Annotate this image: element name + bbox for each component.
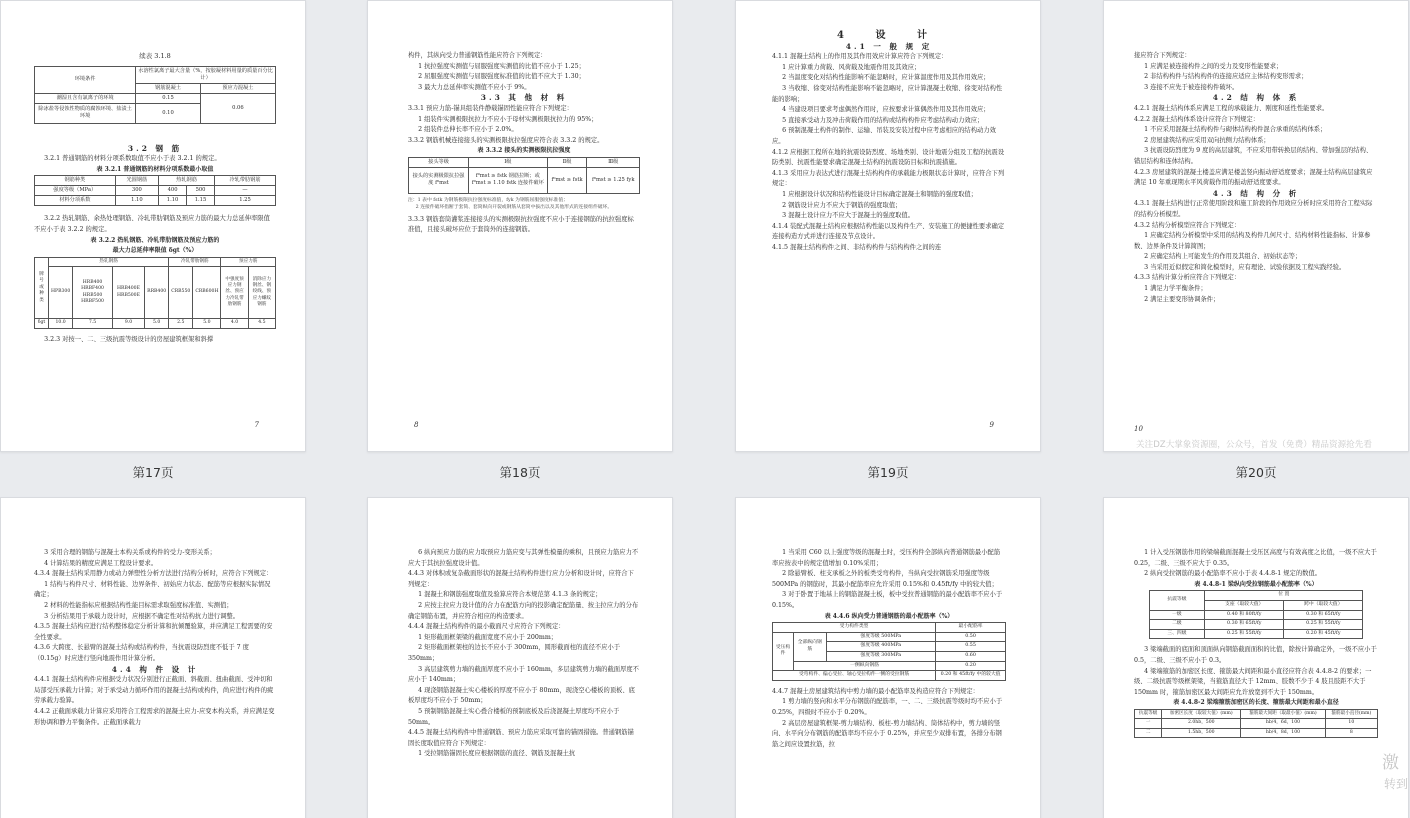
page-thumbnail-19[interactable] (735, 0, 1041, 452)
table-header: 水溶性氯离子最大含量（%，按胶凝材料用量的质量百分比计） (136, 66, 276, 83)
table-header: 钢筋种类 (35, 176, 116, 186)
table-cell: 0.25 和 55ft/fy (1205, 629, 1284, 639)
list-item: 6 预制混凝土构件的制作、运输、吊装及安装过程中应考虑相应的结构动力效应。 (772, 127, 996, 145)
table-continuation-caption: 续表 3.1.8 (139, 52, 171, 60)
table-cell: 0.20 和 45ft/fy (1284, 629, 1363, 639)
paragraph: 4.3.4 混凝土结构采用静力或动力弹塑性分析方法进行结构分析时，应符合下列规定： (34, 570, 273, 578)
list-item: 1 应满足被连接构件之间的受力及变形性能要求； (1144, 62, 1283, 70)
table-cell: 全部纵向钢筋 (793, 632, 826, 661)
table-cell: 材料分项系数 (35, 196, 116, 206)
table-cell: hb/4，8d，100 (1241, 728, 1325, 737)
table-cell: HRB400E HRB500E (112, 267, 144, 319)
page-number: 9 (989, 421, 994, 429)
table-header: 位 置 (1205, 591, 1363, 601)
section-title: 4.1 一 般 规 定 (845, 41, 933, 51)
table-header: 光圆钢筋 (115, 176, 158, 186)
elongation-table (34, 257, 276, 329)
list-item: 2 材料的性能指标应根据结构性能目标需求取强度标准值、实测值； (44, 601, 233, 609)
table-header: 冷轧带肋钢筋 (214, 176, 275, 186)
table-caption: 表 4.4.6 纵向受力普通钢筋的最小配筋率（%） (824, 612, 954, 620)
list-item: 1 满足力学平衡条件； (1144, 285, 1207, 293)
page-content (772, 548, 1006, 750)
table-cell: 9.0 (112, 319, 144, 328)
table-cell: 2.5 (169, 319, 193, 328)
list-item: 5 直接承受动力及冲击荷载作用的结构或结构构件应考虑结构动力效应； (782, 116, 984, 124)
table-cell: CRB600H (193, 267, 221, 319)
table-cell: 400 (159, 186, 187, 196)
list-item: 4 当建设项目要求考虑偶然作用时，应按要求计算偶然作用及其作用效应； (782, 106, 990, 114)
table-cell: 二 (1135, 728, 1162, 737)
list-item: 1 混凝土和钢筋强度取值及验算应符合本规范第 4.1.3 条的规定； (418, 591, 602, 599)
splice-strength-table (408, 157, 640, 194)
table-cell: δgt (35, 319, 49, 328)
paragraph: 4.1.1 混凝土结构上的作用及其作用效应计算应符合下列规定： (772, 53, 948, 61)
table-cell: 受弯构件、偏心受拉、轴心受拉构件一侧的受拉钢筋 (773, 671, 936, 681)
list-item: 3 当收缩、徐变对结构性能影响不能忽略时，应计算混凝土收缩、徐变对结构性能的影响； (772, 84, 1003, 103)
list-item: 3 最大力总延伸率实测值不应小于 9%。 (418, 83, 531, 91)
page-label-19[interactable]: 第19页 (867, 465, 909, 480)
page-thumbnail-17[interactable] (0, 0, 306, 452)
table-cell: 4.0 (221, 319, 248, 328)
table-cell: 8 (1325, 728, 1377, 737)
table-header: 支座（取较大值） (1205, 600, 1284, 610)
list-item: 4 计算结果的精度应满足工程设计要求。 (44, 559, 158, 567)
table-cell: 接头的实测极限抗拉强度 f⁰mst (409, 167, 469, 193)
list-item: 1 应计算重力荷载、风荷载及地震作用及其效应； (782, 63, 921, 71)
table-header: 接头等级 (409, 157, 469, 167)
table-cell: — (214, 186, 275, 196)
paragraph: 4.2.2 混凝土结构体系设计应符合下列规定： (1134, 115, 1260, 123)
table-cell: 强度等级（MPa） (35, 186, 116, 196)
table-cell: HPB300 (49, 267, 73, 319)
section-title: 4.2 结 构 体 系 (1212, 93, 1300, 103)
list-item: 1 应根据设计状况和结构性能设计目标确定混凝土和钢筋的强度取值； (782, 190, 977, 198)
table-header: 钢筋混凝土 (136, 83, 201, 93)
paragraph: 4.4.5 混凝土结构构件中普通钢筋、预应力筋应采取可靠的锚固措施。普通钢筋锚固长度取值应符合下列规定： (408, 729, 634, 747)
paragraph: 4.4.2 正截面承载力计算应采用符合工程需求的混凝土应力-应变本构关系，并应满足变形协调和静力平衡条件。正截面承载力 (34, 707, 275, 726)
table-cell: HRB400 HRBF400 HRB500 HRBF500 (73, 267, 113, 319)
page-label-18[interactable]: 第18页 (499, 465, 541, 480)
paragraph: 3.3.2 钢筋机械连接接头的实测极限抗拉强度应符合表 3.3.2 的规定。 (408, 136, 604, 144)
list-item: 2 当温度变化对结构性能影响不能忽略时，应计算温度作用及其作用效应； (782, 74, 990, 82)
list-item: 2 房屋建筑结构应采用双向抗侧力结构体系； (1144, 136, 1270, 144)
watermark-text: 关注DZ大掌象资源圈，公众号，首发（免费）精品资源抢先看 (1136, 440, 1372, 450)
list-item: 2 除悬臂板、柱支承板之外的板类受弯构件，当纵向受拉钢筋采用强度等级 500MPa 的钢筋时，其最小配筋率应允许采用 0.15%和 0.45ft/fy 中的较大值； (772, 570, 998, 588)
table-cell: 一级 (1149, 610, 1205, 620)
table-header: 牌号或种类 (35, 257, 49, 318)
list-item: 4 梁端箍筋的加密区长度、箍筋最大间距和最小直径应符合表 4.4.8-2 的要求；一级、二级抗震等级框架梁，当箍筋直径大于 12mm、肢数不少于 4 肢且肢距不大于 150mm 时，箍筋加密区最大间距应允许放宽到不大于 150mm。 (1134, 667, 1372, 696)
table-cell: RRB400 (145, 267, 169, 319)
table-header: Ⅱ级 (547, 157, 587, 167)
table-cell: 1.5hb，500 (1162, 728, 1241, 737)
paragraph: 构件，其纵向受力普通钢筋性能应符合下列规定： (408, 52, 547, 59)
list-item: 1 矩形截面框架梁的截面宽度不应小于 200mm； (418, 633, 558, 641)
list-item: 1 应确定结构分析模型中采用的结构及构件几何尺寸、结构材料性能指标、计算参数、边界条件及计算简图； (1134, 232, 1371, 250)
page-content (408, 51, 640, 236)
table-header: 预应力筋 (221, 257, 276, 266)
list-item: 2 应确定结构上可能发生的作用及其组合、初始状态等； (1144, 253, 1302, 261)
table-cell: 0.20 (936, 661, 1006, 671)
list-item: 3 连接不应先于被连接构件破坏。 (1144, 83, 1239, 91)
table-note: 注：1 表中 fstk 为钢筋极限抗拉强度标准值，fyk 为钢筋屈服强度标准值； (408, 197, 568, 203)
page-thumbnail-22[interactable] (367, 497, 673, 818)
list-item: 3 混凝土设计应力不应大于混凝土的强度取值。 (782, 212, 915, 220)
table-header: 最小配筋率 (936, 623, 1006, 633)
table-cell: 1.10 (159, 196, 187, 206)
table-cell: 2.0hb，500 (1162, 719, 1241, 728)
list-item: 1 组装件实测极限抗拉力不应小于母材实测极限抗拉力的 95%； (418, 115, 598, 123)
section-title: 4.3 结 构 分 析 (1212, 188, 1300, 198)
paragraph: 4.3.2 结构分析模型应符合下列规定： (1134, 221, 1241, 229)
table-cell: 5.0 (145, 319, 169, 328)
table-cell: 1.10 (115, 196, 158, 206)
paragraph: 3.2.1 普通钢筋的材料分项系数取值不应小于表 3.2.1 的规定。 (44, 155, 221, 163)
table-header: Ⅰ级 (469, 157, 548, 167)
table-cell: 0.40 和 80ft/fy (1205, 610, 1284, 620)
page-content (408, 548, 640, 760)
page-thumbnail-23[interactable] (735, 497, 1041, 818)
list-item: 3 高层建筑剪力墙的截面厚度不应小于 160mm，多层建筑剪力墙的截面厚度不应小于 140mm； (408, 665, 639, 684)
table-cell: CRB550 (169, 267, 193, 319)
page-content (34, 548, 276, 728)
paragraph: 3.2.3 对按一、二、三级抗震等级设计的房屋建筑框架和斜撑 (44, 335, 214, 343)
table-header: 箍筋最小直径(mm) (1325, 709, 1377, 718)
list-item: 2 应按主拉应力设计值的合力在配筋方向的投影确定配筋量、按主拉应力的分布确定钢筋布置，并应符合相应的构造要求。 (408, 601, 639, 620)
table-header: 冷轧带肋钢筋 (169, 257, 221, 266)
table-header: 箍筋最大间距（取最小值）(mm) (1241, 709, 1325, 718)
table-caption: 表 4.4.8-1 梁纵向受拉钢筋最小配筋率（%） (1194, 580, 1318, 588)
list-item: 1 当采用 C60 以上强度等级的混凝土时，受压构件全部纵向普通钢筋最小配筋率应按表中的规定值增加 0.10%采用； (772, 549, 1001, 567)
table-cell: 一侧纵向钢筋 (793, 661, 935, 671)
table-header: 环境条件 (35, 66, 136, 93)
page-thumbnail-18[interactable] (367, 0, 673, 452)
paragraph: 4.1.2 应根据工程所在地的抗震设防烈度、场地类别、设计地震分组及工程的抗震设防类别、抗震性能要求确定混凝土结构的抗震设防目标和抗震措施。 (772, 148, 1005, 167)
paragraph: 4.3.5 混凝土结构应进行结构整体稳定分析计算和抗倾覆验算，并应满足工程需要的安全性要求。 (34, 623, 273, 641)
list-item: 3 分析结果用于承载力设计时，应根据不确定性对结构抗力进行调整。 (44, 612, 239, 620)
table-header: 受力构件类型 (773, 623, 936, 633)
list-item: 4 现浇钢筋混凝土实心楼板的厚度不应小于 80mm，现浇空心楼板的顶板、底板厚度均不应小于 50mm； (408, 686, 635, 705)
page-content (1134, 548, 1378, 738)
table-cell: 0.50 (936, 632, 1006, 642)
beam-min-ratio-table (1149, 590, 1364, 639)
side-overlay-text: 转到 (1384, 777, 1409, 791)
table-header: 热轧钢筋 (49, 257, 169, 266)
table-note: 2 连接件破坏指断于套筒、套筒纵向开裂或钢筋从套筒中拔出以及其他形式的连接组件破坏。 (415, 205, 613, 211)
table-cell: 强度等级 300MPa (826, 651, 936, 661)
list-item: 3 抗震设防烈度为 9 度的高层建筑，不应采用带转换层的结构、带加强层的结构、错层结构和连体结构。 (1134, 147, 1373, 165)
paragraph: 4.3.6 大跨度、长悬臂的混凝土结构或结构构件，当抗震设防烈度不低于 7 度（0.15g）时应进行竖向地震作用计算分析。 (34, 644, 249, 662)
chloride-table (34, 66, 276, 124)
list-item: 2 纵向受拉钢筋的最小配筋率不应小于表 4.4.8-1 规定的数值。 (1144, 570, 1322, 578)
table-cell: 0.25 和 55ft/fy (1284, 620, 1363, 630)
table-header: 抗震等级 (1149, 591, 1205, 610)
table-cell: 0.20 和 45ft/fy 中的较大值 (936, 671, 1006, 681)
paragraph: 4.4.4 混凝土结构构件的最小截面尺寸应符合下列规定： (408, 623, 565, 631)
table-cell: 1.15 (187, 196, 215, 206)
table-caption: 表 3.3.2 接头的实测极限抗拉强度 (477, 147, 571, 155)
page-number: 8 (414, 421, 419, 429)
table-caption: 最大力总延伸率限值 δgt（%） (112, 247, 198, 255)
table-caption: 表 3.2.2 热轧钢筋、冷轧带肋钢筋及预应力筋的 (90, 236, 220, 244)
section-title: 4.4 构 件 设 计 (111, 664, 199, 674)
table-cell: 7.5 (73, 319, 113, 328)
table-cell: 300 (115, 186, 158, 196)
paragraph: 4.3.1 混凝土结构进行正常使用阶段和施工阶段的作用效应分析时应采用符合工程实际的结构分析模型。 (1134, 200, 1373, 218)
rebar-factor-table (34, 175, 276, 206)
section-title: 3.2 钢 筋 (127, 143, 183, 153)
paragraph: 4.1.4 装配式混凝土结构应根据结构性能以及构件生产、安装施工的便捷性要求确定连接构造方式并进行连接及节点设计。 (772, 222, 1005, 241)
table-cell: hb/4，6d，100 (1241, 719, 1325, 728)
list-item: 5 预制钢筋混凝土实心叠合楼板的预制底板及后浇混凝土厚度均不应小于 50mm。 (408, 707, 620, 726)
list-item: 3 当采用近似假定和简化模型时，应有理论、试验依据及工程实践经验。 (1144, 263, 1346, 271)
list-item: 6 纵向预应力筋的应力取预应力筋应变与其弹性模量的乘积，且预应力筋应力不应大于其抗拉强度设计值。 (408, 549, 639, 567)
table-cell: 除冰盐等侵蚀性物质的腐蚀环境、盐渍土环境 (35, 103, 136, 123)
paragraph: 接应符合下列规定： (1134, 52, 1191, 59)
table-cell: 0.15 (136, 93, 201, 103)
table-cell: 0.60 (936, 651, 1006, 661)
table-caption: 表 3.2.1 普通钢筋的材料分项系数最小取值 (96, 165, 214, 173)
list-item: 1 剪力墙的竖向和水平分布钢筋的配筋率，一、二、三级抗震等级时均不应小于 0.25%，四级时不应小于 0.20%。 (772, 698, 1003, 716)
paragraph: 4.4.3 对体积或复杂截面形状的混凝土结构构件进行应力分析和设计时，应符合下列规定： (408, 570, 634, 588)
page-label-17[interactable]: 第17页 (132, 465, 174, 480)
list-item: 2 矩形截面框架柱的边长不应小于 300mm，圆形截面柱的直径不应小于 350mm； (408, 644, 621, 662)
table-cell: 0.55 (936, 642, 1006, 652)
list-item: 2 组装件总伸长率不应小于 2.0%。 (418, 126, 518, 134)
paragraph: 4.2.3 房屋建筑的混凝土楼盖应满足楼盖竖向振动舒适度要求；混凝土结构高层建筑应满足 10 年重现期水平风荷载作用的振动舒适度要求。 (1134, 168, 1373, 187)
list-item: 3 对于卧置于地基上的钢筋混凝土板，板中受拉普通钢筋的最小配筋率不应小于 0.15%。 (772, 591, 1003, 609)
paragraph: 4.4.7 混凝土房屋建筑结构中剪力墙的最小配筋率及构造应符合下列规定： (772, 687, 979, 695)
paragraph: 4.2.1 混凝土结构体系应满足工程的承载能力、刚度和延性性能要求。 (1134, 104, 1329, 112)
side-overlay-text: 激 (1382, 753, 1399, 773)
stirrup-table (1134, 709, 1378, 738)
table-cell: 10 (1325, 719, 1377, 728)
table-cell: 强度等级 500MPa (826, 632, 936, 642)
table-cell: 0.30 和 65ft/fy (1205, 620, 1284, 630)
list-item: 1 不应采用混凝土结构构件与砌体结构构件混合承重的结构体系； (1144, 126, 1327, 134)
table-cell: 强度等级 400MPa (826, 642, 936, 652)
table-header: 跨中（取较大值） (1284, 600, 1363, 610)
list-item: 1 结构与构件尺寸、材料性能、边界条件、初始应力状态、配筋等应根据实际情况确定； (34, 580, 271, 599)
table-header: 加密区长度（取较大值）(mm) (1162, 709, 1241, 718)
page-content (772, 31, 1006, 253)
table-cell: 一 (1135, 719, 1162, 728)
page-thumbnail-20[interactable] (1103, 0, 1409, 452)
table-cell: 二级 (1149, 620, 1205, 630)
page-thumbnail-21[interactable] (0, 497, 306, 818)
table-cell: 0.10 (136, 103, 201, 123)
paragraph: 3.3.3 钢筋套筒灌浆连接接头的实测极限抗拉强度不应小于连接钢筋的抗拉强度标准值，且接头破坏应位于套筒外的连接钢筋。 (408, 215, 634, 234)
list-item: 2 高层房屋建筑框架-剪力墙结构、板柱-剪力墙结构、筒体结构中，剪力墙的竖向、水平向分布钢筋的配筋率均不应小于 0.25%，并应至少双排布置，各排分布钢筋之间应设置拉筋，拉 (772, 719, 1002, 748)
table-header: Ⅲ级 (587, 157, 640, 167)
table-cell: f⁰mst ≥ fstk (547, 167, 587, 193)
list-item: 2 满足主要变形协调条件； (1144, 295, 1220, 303)
paragraph: 4.3.3 结构计算分析应符合下列规定： (1134, 274, 1241, 282)
list-item: 3 梁端截面的底面和顶面纵向钢筋截面面积的比值，除按计算确定外，一级不应小于 0.5，二级、三级不应小于 0.3。 (1134, 646, 1377, 664)
list-item: 2 钢筋设计应力不应大于钢筋的强度取值； (782, 201, 902, 209)
table-cell: 三、四级 (1149, 629, 1205, 639)
page-content (1134, 51, 1378, 305)
table-header: 热轧钢筋 (159, 176, 215, 186)
table-cell: 4.5 (248, 319, 275, 328)
page-thumbnail-24[interactable] (1103, 497, 1409, 818)
list-item: 1 受拉钢筋锚固长度应根据钢筋的直径、钢筋及混凝土抗 (418, 750, 576, 758)
page-content (34, 51, 276, 345)
table-cell: 受压构件 (773, 632, 794, 670)
chapter-title: 4 设 计 (837, 30, 941, 41)
list-item: 2 非结构构件与结构构件的连接应适应主体结构变形需求； (1144, 73, 1308, 81)
paragraph: 3.3.1 预应力筋-锚具组装件静载锚固性能应符合下列规定： (408, 104, 573, 112)
table-cell: 0.06 (200, 93, 275, 123)
table-cell: f⁰mst ≥ fstk 钢筋拉断；或 f⁰mst ≥ 1.10 fstk 连接件破坏 (469, 167, 548, 193)
paragraph: 4.1.3 采用应力表达式进行混凝土结构构件的承载能力极限状态计算时，应符合下列规定： (772, 169, 1005, 188)
table-header: 抗震等级 (1135, 709, 1162, 718)
table-cell: 潮湿且含有氯离子的环境 (35, 93, 136, 103)
paragraph: 4.4.1 混凝土结构构件应根据受力状况分别进行正截面、斜截面、扭曲截面、受冲切和局部受压承载力计算；对于承受动力循环作用的混凝土结构或构件，尚应进行构件的疲劳承载力验算。 (34, 676, 274, 705)
table-cell: 消除应力钢丝、钢绞线、预应力螺纹钢筋 (248, 267, 275, 319)
section-title: 3.3 其 他 材 料 (480, 93, 568, 103)
list-item: 1 计入受压钢筋作用的梁端截面混凝土受压区高度与有效高度之比值，一级不应大于 0.25，二级、三级不应大于 0.35。 (1134, 549, 1377, 567)
list-item: 2 屈服强度实测值与屈服强度标准值的比值不应大于 1.30； (418, 73, 585, 81)
page-number: 7 (254, 421, 259, 429)
list-item: 3 采用合理的钢筋与混凝土本构关系或构件的受力-变形关系； (44, 549, 216, 556)
table-cell: 中强度预应力钢丝、预应力冷轧带肋钢筋 (221, 267, 248, 319)
paragraph: 3.2.2 热轧钢筋、余热处理钢筋、冷轧带肋钢筋及预应力筋的最大力总延伸率限值不应小于表 3.2.2 的规定。 (34, 215, 270, 233)
page-label-20[interactable]: 第20页 (1235, 465, 1277, 480)
table-cell: 500 (187, 186, 215, 196)
table-cell: 10.0 (49, 319, 73, 328)
page-number: 10 (1134, 425, 1143, 433)
min-reinforcement-table (772, 622, 1006, 681)
list-item: 1 抗拉强度实测值与屈服强度实测值的比值不应小于 1.25； (418, 62, 585, 70)
table-cell: 0.30 和 65ft/fy (1284, 610, 1363, 620)
table-cell: f⁰mst ≥ 1.25 fyk (587, 167, 640, 193)
table-caption: 表 4.4.8-2 梁端箍筋加密区的长度、箍筋最大间距和最小直径 (1173, 699, 1339, 707)
table-cell: 5.0 (193, 319, 221, 328)
table-cell: 1.25 (214, 196, 275, 206)
table-header: 预应力混凝土 (200, 83, 275, 93)
paragraph: 4.1.5 混凝土结构构件之间、非结构构件与结构构件之间的连 (772, 243, 942, 251)
